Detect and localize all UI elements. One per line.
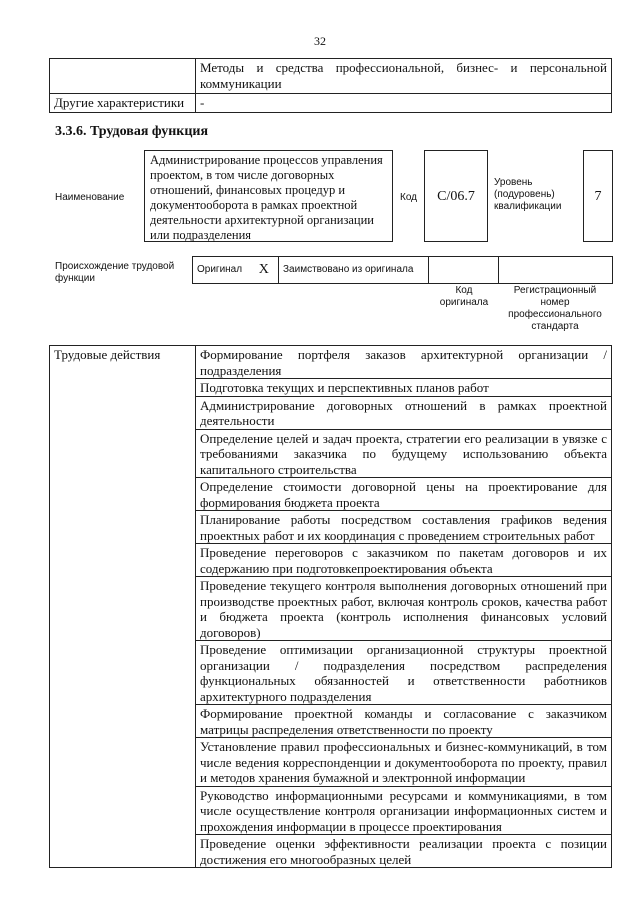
row-label	[50, 59, 196, 94]
labor-actions-table	[49, 345, 612, 868]
origin-code-cell	[429, 257, 499, 284]
labor-action-item: Формирование портфеля заказов архитектурной организации / подразделения	[196, 346, 612, 379]
labor-action-item: Планирование работы посредством составления графиков ведения проектных работ и их координация с проведением строительных работ	[196, 511, 612, 544]
origin-borrowed: Заимствовано из оригинала	[279, 257, 429, 284]
code-label: Код	[400, 192, 418, 203]
level-value-box: 7	[583, 150, 613, 242]
labor-action-item: Формирование проектной команды и согласование с заказчиком матрицы распределения ответственности по проекту	[196, 705, 612, 738]
table-row	[50, 94, 612, 113]
row-value: -	[196, 94, 612, 113]
origin-table	[192, 256, 613, 284]
labor-action-item: Подготовка текущих и перспективных планов работ	[196, 379, 612, 397]
level-label: Уровень (подуровень) квалификации	[494, 177, 562, 212]
table-row	[50, 346, 612, 379]
origin-reg-cell	[499, 257, 613, 284]
actions-label: Трудовые действия	[50, 346, 196, 868]
labor-action-item: Установление правил профессиональных и бизнес-коммуникаций, в том числе ведения корреспонденции и документооборота по проекту, правил и методов хранения бумажной и электронной информации	[196, 738, 612, 787]
characteristics-table	[49, 58, 612, 113]
origin-label: Происхождение трудовой функции	[55, 261, 175, 284]
table-row	[50, 59, 612, 94]
labor-action-item: Проведение оценки эффективности реализации проекта с позиции достижения его многообразных целей	[196, 835, 612, 868]
origin-original: Оригинал	[193, 257, 250, 284]
code-value-box: C/06.7	[424, 150, 488, 242]
labor-action-item: Проведение оптимизации организационной структуры проектной организации / подразделения посредством распределения функциональных обязанностей и ответственности работников архитектурного подразделения	[196, 641, 612, 705]
labor-action-item: Проведение текущего контроля выполнения договорных отношений при производстве проектных работ, включая контроль сроков, качества работ и бюджета проекта (контроль исполнения финансовых условий договоров)	[196, 577, 612, 641]
origin-mark: X	[250, 257, 279, 284]
row-value: Методы и средства профессиональной, бизнес- и персональной коммуникации	[196, 59, 612, 94]
labor-action-item: Администрирование договорных отношений в рамках проектной деятельности	[196, 396, 612, 429]
labor-action-item: Определение стоимости договорной цены на проектирование для формирования бюджета проекта	[196, 478, 612, 511]
row-label: Другие характеристики	[50, 94, 196, 113]
section-title: 3.3.6. Трудовая функция	[55, 124, 209, 139]
origin-reg-caption: Регистрационный номер профессионального стандарта	[508, 285, 602, 332]
function-name-box: Администрирование процессов управления проектом, в том числе договорных отношений, финансовых процедур и документооборота в рамках проектной деятельности архитектурной организации или подразделения	[144, 150, 393, 242]
origin-code-caption: Код оригинала	[439, 285, 489, 308]
labor-action-item: Проведение переговоров с заказчиком по пакетам договоров и их содержанию при подготовкепроектирования объекта	[196, 544, 612, 577]
labor-action-item: Руководство информационными ресурсами и коммуникациями, в том числе осуществление контроля организации информационных систем и прохождения информации в процессе проектирования	[196, 786, 612, 835]
name-label: Наименование	[55, 192, 125, 203]
labor-action-item: Определение целей и задач проекта, стратегии его реализации в увязке с требованиями заказчика по будущему использованию объекта капитального строительства	[196, 429, 612, 478]
page-number: 32	[314, 34, 326, 48]
